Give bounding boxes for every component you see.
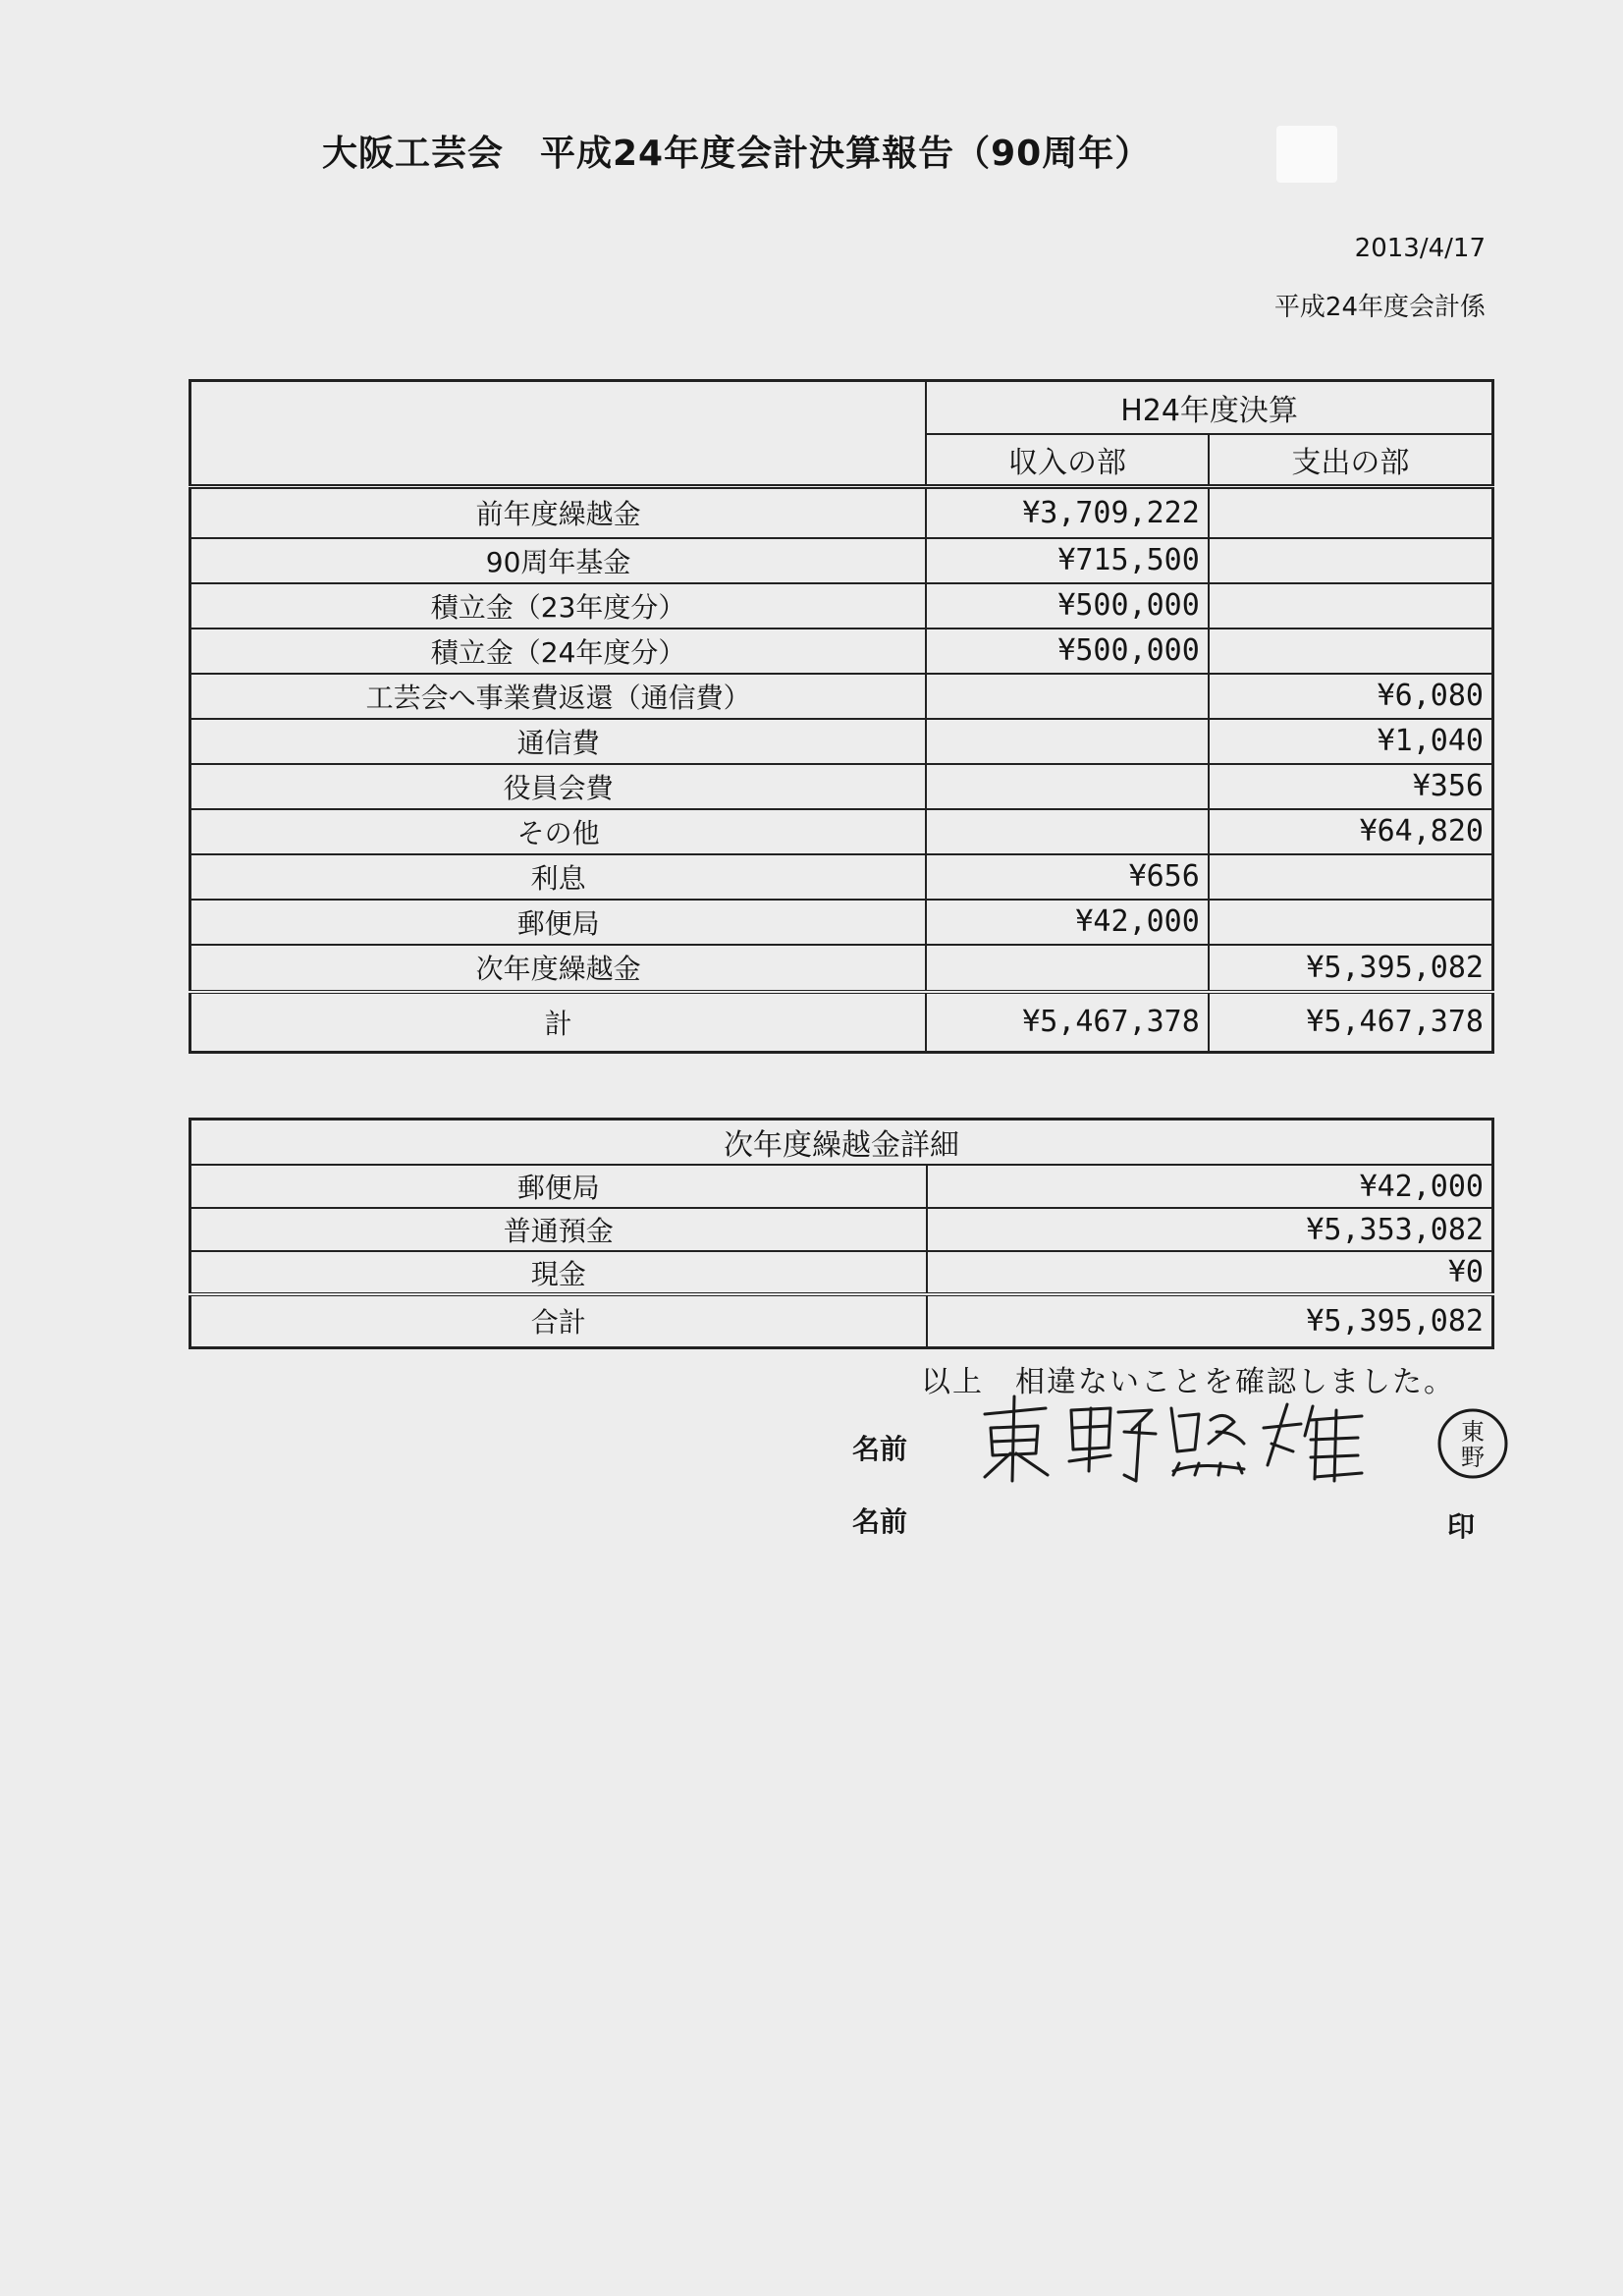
table-row [190,1251,1493,1294]
total-row [190,1294,1493,1347]
row-label: 利息 [190,854,927,900]
table-row [190,538,1493,583]
header-blank-cell [190,381,927,487]
income-cell [926,674,1209,719]
expense-cell: ¥5,395,082 [1209,945,1493,992]
expense-cell [1209,487,1493,538]
expense-column-header: 支出の部 [1209,434,1493,487]
row-label: 90周年基金 [190,538,927,583]
expense-cell: ¥64,820 [1209,809,1493,854]
svg-text:東: 東 [1461,1418,1485,1446]
confirmation-text: 以上 相違ないことを確認しました。 [921,1365,1455,1399]
seal-label: 印 [1447,1510,1476,1543]
amount-cell: ¥0 [927,1251,1493,1294]
settlement-table [189,379,1494,1054]
carryover-detail-table [189,1118,1494,1349]
expense-cell [1209,854,1493,900]
income-cell: ¥715,500 [926,538,1209,583]
table-row [190,764,1493,809]
expense-cell [1209,583,1493,629]
income-cell [926,809,1209,854]
amount-cell: ¥42,000 [927,1165,1493,1208]
personal-seal-stamp [1434,1404,1512,1483]
table-row [190,583,1493,629]
row-label: その他 [190,809,927,854]
table-row [190,900,1493,945]
row-label: 通信費 [190,719,927,764]
row-label: 普通預金 [190,1208,927,1251]
svg-text:野: 野 [1461,1444,1485,1471]
expense-cell [1209,629,1493,674]
table-row [190,854,1493,900]
row-label: 前年度繰越金 [190,487,927,538]
income-cell [926,945,1209,992]
table-row [190,487,1493,538]
detail-title: 次年度繰越金詳細 [190,1120,1493,1166]
income-cell: ¥500,000 [926,629,1209,674]
row-label: 次年度繰越金 [190,945,927,992]
income-cell: ¥42,000 [926,900,1209,945]
row-label: 役員会費 [190,764,927,809]
income-column-header: 収入の部 [926,434,1209,487]
table-row [190,1208,1493,1251]
income-cell: ¥656 [926,854,1209,900]
department-label: 平成24年度会計係 [1273,293,1486,322]
amount-cell: ¥5,353,082 [927,1208,1493,1251]
row-label: 現金 [190,1251,927,1294]
income-cell [926,764,1209,809]
table-row [190,674,1493,719]
group-header: H24年度決算 [926,381,1492,434]
redacted-area [1276,126,1337,183]
table-row [190,1165,1493,1208]
row-label: 工芸会へ事業費返還（通信費） [190,674,927,719]
expense-cell: ¥1,040 [1209,719,1493,764]
income-cell [926,719,1209,764]
total-label: 計 [190,992,927,1053]
expense-cell: ¥356 [1209,764,1493,809]
name-label: 名前 [852,1433,908,1465]
income-cell: ¥3,709,222 [926,487,1209,538]
table-row [190,945,1493,992]
total-expense: ¥5,467,378 [1209,992,1493,1053]
row-label: 郵便局 [190,900,927,945]
income-cell: ¥500,000 [926,583,1209,629]
handwritten-signature [977,1393,1389,1486]
expense-cell [1209,538,1493,583]
report-date: 2013/4/17 [1354,234,1486,263]
total-row [190,992,1493,1053]
row-label: 積立金（23年度分） [190,583,927,629]
row-label: 郵便局 [190,1165,927,1208]
page-title: 大阪工芸会 平成24年度会計決算報告（90周年） [322,134,1152,174]
table-row [190,809,1493,854]
name-label: 名前 [852,1505,908,1538]
expense-cell [1209,900,1493,945]
total-income: ¥5,467,378 [926,992,1209,1053]
total-label: 合計 [190,1294,927,1347]
expense-cell: ¥6,080 [1209,674,1493,719]
table-row [190,719,1493,764]
row-label: 積立金（24年度分） [190,629,927,674]
total-amount: ¥5,395,082 [927,1294,1493,1347]
table-row [190,629,1493,674]
